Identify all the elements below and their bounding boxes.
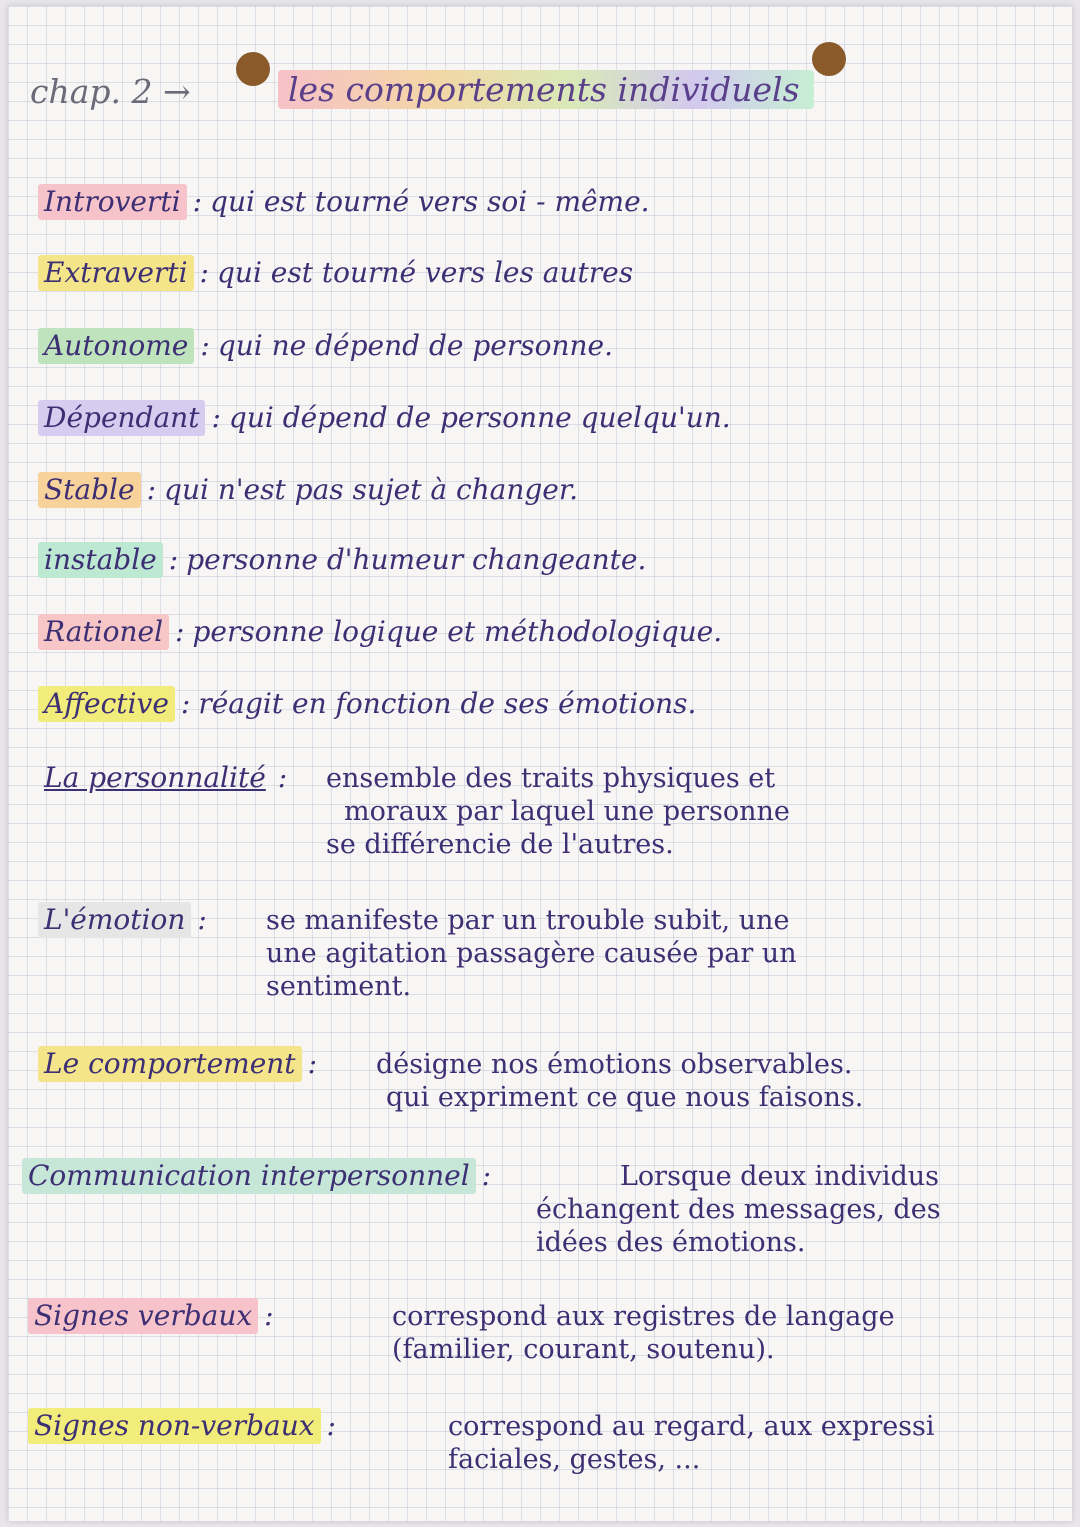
punch-hole-right [812, 42, 846, 76]
entry-term: Introverti [38, 184, 187, 220]
entry-term: L'émotion [38, 902, 191, 938]
entry-separator: : [277, 761, 288, 794]
definition-line: correspond aux registres de langage [392, 1301, 895, 1332]
entry-term: Rationel [38, 614, 169, 650]
definition-signes-verbaux [392, 1300, 895, 1366]
entry-separator: : [326, 1409, 336, 1442]
entry-definition: personne d'humeur changeante. [186, 543, 647, 576]
definition-line: (familier, courant, soutenu). [392, 1334, 775, 1365]
entry-definition: réagit en fonction de ses émotions. [198, 687, 697, 720]
definition-emotion [266, 904, 797, 1003]
definition-line: échangent des messages, des [536, 1194, 941, 1225]
entry-introverti [38, 184, 1066, 220]
entry-term: Autonome [38, 328, 194, 364]
definition-line: une agitation passagère causée par un [266, 938, 797, 969]
entry-separator: : [146, 473, 157, 506]
entry-term: instable [38, 542, 163, 578]
definition-line: ensemble des traits physiques et [326, 763, 776, 794]
entry-separator: : [175, 615, 185, 648]
entry-definition: qui ne dépend de personne. [217, 329, 614, 362]
entry-definition: qui n'est pas sujet à changer. [164, 473, 579, 506]
definition-line: Lorsque deux individus [620, 1161, 940, 1192]
entry-separator: : [200, 329, 210, 362]
entry-term: Le comportement [38, 1046, 302, 1082]
entry-instable [38, 542, 1066, 578]
entry-separator: : [307, 1047, 317, 1080]
entry-separator: : [211, 401, 221, 434]
definition-line: idées des émotions. [536, 1227, 806, 1258]
entry-separator: : [180, 687, 191, 720]
page-title: les comportements individuels [278, 70, 814, 109]
entry-term: Affective [38, 686, 175, 722]
entry-autonome [38, 328, 1066, 364]
entry-separator: : [481, 1159, 492, 1192]
definition-line: sentiment. [266, 971, 412, 1002]
entry-rationel [38, 614, 1066, 650]
entry-term: Dépendant [38, 400, 205, 436]
entry-separator: : [199, 256, 209, 289]
entry-extraverti [38, 255, 1066, 291]
entry-term: Communication interpersonnel [22, 1158, 476, 1194]
definition-line: correspond au regard, aux expressi [448, 1411, 935, 1442]
definition-line: se différencie de l'autres. [326, 829, 674, 860]
definition-signes-non-verbaux [448, 1410, 935, 1476]
definition-line: se manifeste par un trouble subit, une [266, 905, 790, 936]
definition-comportement [376, 1048, 863, 1114]
entry-affective [38, 686, 1066, 722]
punch-hole-left [236, 52, 270, 86]
definition-communication-cont [536, 1193, 941, 1259]
entry-term: Stable [38, 472, 141, 508]
notebook-page [8, 6, 1072, 1521]
definition-communication [620, 1160, 939, 1193]
definition-line: faciales, gestes, ... [448, 1444, 701, 1475]
entry-separator: : [168, 543, 179, 576]
entry-dependant [38, 400, 1066, 436]
entry-definition: qui est tourné vers soi - même. [210, 185, 650, 218]
entry-definition: qui dépend de personne quelqu'un. [228, 401, 731, 434]
definition-line: moraux par laquel une personne [344, 796, 790, 827]
definition-personnalite [326, 762, 790, 861]
entry-definition: qui est tourné vers les autres [216, 256, 634, 289]
entry-stable [38, 472, 1066, 508]
entry-separator: : [192, 185, 203, 218]
definition-line: qui expriment ce que nous faisons. [386, 1082, 864, 1113]
entry-term: La personnalité [44, 761, 266, 794]
entry-separator: : [264, 1299, 274, 1332]
entry-term: Signes verbaux [28, 1298, 258, 1334]
entry-definition: personne logique et méthodologique. [192, 615, 723, 648]
entry-term: Signes non-verbaux [28, 1408, 321, 1444]
entry-term: Extraverti [38, 255, 194, 291]
definition-line: désigne nos émotions observables. [376, 1049, 853, 1080]
entry-separator: : [197, 903, 207, 936]
chapter-label: chap. 2 → [30, 72, 191, 111]
